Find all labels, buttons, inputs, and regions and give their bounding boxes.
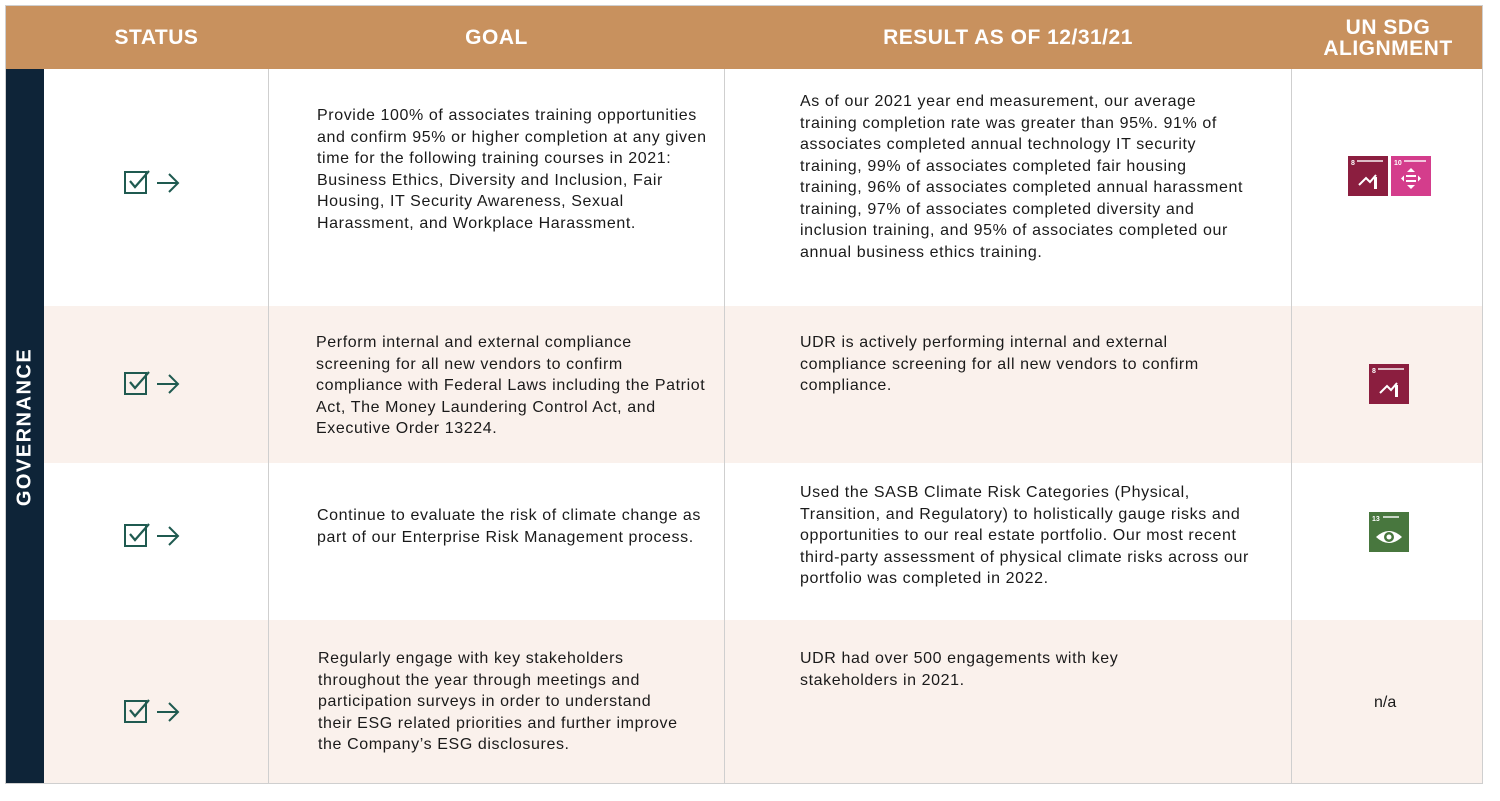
- svg-text:13: 13: [1372, 516, 1380, 523]
- goal-text: Regularly engage with key stakeholders throughout the year through meetings and participation surveys in order to understand their ESG related priorities and further improve the Company’s ESG disclosures.: [318, 650, 678, 753]
- svg-text:8: 8: [1351, 160, 1355, 167]
- checkbox-arrow-icon: [123, 697, 183, 727]
- header-goal: GOAL: [465, 26, 528, 49]
- svg-text:10: 10: [1394, 160, 1402, 167]
- result-text: Used the SASB Climate Risk Categories (Physical, Transition, and Regulatory) to holistically gauge risks and opportunities to our real estate portfolio. Our most recent third-party assessment of physical climate risks across our portfolio was completed in 2022.: [800, 484, 1249, 587]
- goal-text: Perform internal and external compliance screening for all new vendors to confirm compliance with Federal Laws including the Patriot Act, The Money Laundering Control Act, and Executive Order 13224.: [316, 334, 706, 437]
- table-header: [6, 6, 1483, 69]
- sdg-8-icon: [1348, 156, 1388, 196]
- table-row: [44, 69, 1483, 306]
- checkbox-arrow-icon: [123, 369, 183, 399]
- sdg-8-icon: [1369, 364, 1409, 404]
- column-divider: [724, 69, 725, 784]
- result-text: UDR had over 500 engagements with key stakeholders in 2021.: [800, 650, 1119, 689]
- column-divider: [1291, 69, 1292, 784]
- goal-text: Continue to evaluate the risk of climate change as part of our Enterprise Risk Management process.: [317, 507, 701, 546]
- checkbox-arrow-icon: [123, 521, 183, 551]
- header-status: STATUS: [114, 26, 199, 49]
- header-result: RESULT AS OF 12/31/21: [883, 26, 1133, 49]
- header-sdg-line2: ALIGNMENT: [1323, 36, 1453, 60]
- header-sdg-line1: UN SDG: [1345, 15, 1431, 39]
- result-text: UDR is actively performing internal and external compliance screening for all new vendors to confirm compliance.: [800, 334, 1199, 394]
- table-row: [44, 620, 1483, 784]
- result-text: As of our 2021 year end measurement, our average training completion rate was greater than 95%. 91% of associates completed annual technology IT security training, 99% of associates completed fair housing training, 96% of associates completed annual harassment training, 97% of associates completed diversity and inclusion training, and 95% of associates completed our annual business ethics training.: [800, 93, 1244, 261]
- section-label: GOVERNANCE: [13, 347, 36, 507]
- sdg-13-icon: [1369, 512, 1409, 552]
- svg-text:8: 8: [1372, 368, 1376, 375]
- goal-text: Provide 100% of associates training opportunities and confirm 95% or higher completion at any given time for the following training courses in 2021: Business Ethics, Diversity and Inclusion, Fair Housing, IT Security Awareness, Sexual Harassment, and Workplace Harassment.: [317, 107, 707, 232]
- checkbox-arrow-icon: [123, 168, 183, 198]
- header-sdg: [1292, 6, 1483, 69]
- sdg-na-text: n/a: [1374, 694, 1397, 711]
- governance-table: [5, 5, 1483, 784]
- table-row: [44, 463, 1483, 620]
- sdg-10-icon: [1391, 156, 1431, 196]
- column-divider: [268, 69, 269, 784]
- section-sidebar: [6, 69, 44, 784]
- table-row: [44, 306, 1483, 463]
